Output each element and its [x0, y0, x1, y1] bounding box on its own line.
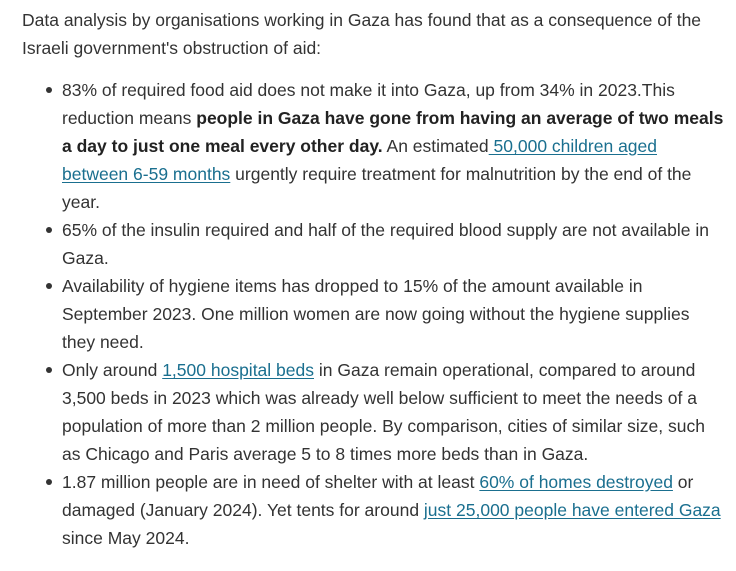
item-text: Only around	[62, 360, 163, 380]
intro-paragraph: Data analysis by organisations working in Gaza has found that as a consequence of the Israeli government's obstruction of aid:	[22, 10, 702, 58]
item-text: 1.87 million people are in need of shelter with at least	[62, 472, 480, 492]
list-item-shelter	[62, 468, 724, 552]
item-text: 65% of the insulin required and half of the required blood supply are not available in Gaza.	[62, 220, 709, 268]
item-text: or damaged (January 2024). Yet tents for around	[62, 472, 694, 520]
item-text: An estimated	[382, 136, 489, 156]
bullet-icon	[46, 479, 52, 485]
item-text: urgently require treatment for malnutrition by the end of the year.	[62, 164, 692, 212]
bullet-icon	[46, 283, 52, 289]
list-item-hygiene	[62, 272, 724, 356]
list-item-food-aid	[62, 76, 724, 216]
list-item-hospital-beds	[62, 356, 724, 468]
hospital-beds-link[interactable]: 1,500 hospital beds	[162, 360, 314, 380]
tents-entered-link[interactable]: just 25,000 people have entered Gaza	[423, 500, 721, 520]
bullet-list	[22, 76, 724, 552]
item-text: Availability of hygiene items has dropped to 15% of the amount available in September 2023. One million women are now going without the hygiene supplies they need.	[62, 276, 690, 352]
bullet-icon	[46, 87, 52, 93]
children-malnutrition-link[interactable]: 50,000 children aged between 6-59 months	[62, 136, 657, 184]
item-text: since May 2024.	[62, 528, 190, 548]
homes-destroyed-link[interactable]: 60% of homes destroyed	[479, 472, 673, 492]
bullet-icon	[46, 367, 52, 373]
item-bold-text: people in Gaza have gone from having an average of two meals a day to just one meal every other day.	[62, 108, 724, 156]
item-text: 83% of required food aid does not make it into Gaza, up from 34% in 2023.This reduction means	[62, 80, 675, 128]
bullet-icon	[46, 227, 52, 233]
item-text: in Gaza remain operational, compared to around 3,500 beds in 2023 which was already well below sufficient to meet the needs of a population of more than 2 million people. By comparison, cities of similar size, such as Chicago and Paris average 5 to 8 times more beds than in Gaza.	[62, 360, 705, 464]
list-item-insulin	[62, 216, 724, 272]
